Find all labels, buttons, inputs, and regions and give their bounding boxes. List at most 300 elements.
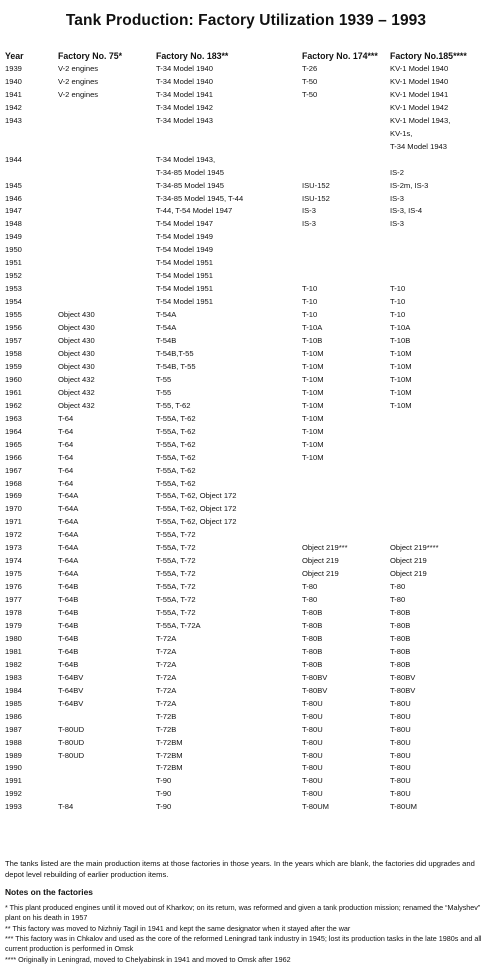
cell-factory-174: T-80B bbox=[302, 633, 323, 643]
cell-factory-75: T-64B bbox=[58, 646, 79, 656]
cell-factory-183: T-34 Model 1941 bbox=[156, 89, 213, 99]
cell-year: 1987 bbox=[5, 724, 22, 734]
cell-factory-183: T-55A, T-72 bbox=[156, 530, 196, 540]
cell-factory-75: Object 430 bbox=[58, 361, 95, 371]
cell-factory-75: V-2 engines bbox=[58, 76, 99, 86]
table-header-row bbox=[5, 50, 490, 63]
cell-year: 1951 bbox=[5, 258, 22, 268]
table-row bbox=[5, 413, 490, 426]
cell-year: 1958 bbox=[5, 348, 22, 358]
cell-factory-185: T-80U bbox=[390, 789, 411, 799]
cell-factory-75 bbox=[58, 711, 156, 724]
cell-factory-185: KV-1 Model 1940 bbox=[390, 76, 449, 86]
cell-factory-183: T-34 Model 1943, T-34-85 Model 1945 bbox=[156, 154, 224, 177]
table-row bbox=[5, 762, 490, 775]
cell-factory-183: T-54 Model 1951 bbox=[156, 297, 213, 307]
cell-factory-185 bbox=[390, 244, 490, 257]
cell-factory-174: T-10M bbox=[302, 387, 324, 397]
table-row bbox=[5, 76, 490, 89]
table-row bbox=[5, 555, 490, 568]
cell-factory-174: T-80U bbox=[302, 711, 323, 721]
cell-year: 1957 bbox=[5, 336, 22, 346]
cell-factory-185: T-80U bbox=[390, 763, 411, 773]
cell-factory-183: T-72A bbox=[156, 672, 177, 682]
cell-year: 1962 bbox=[5, 400, 22, 410]
cell-year: 1959 bbox=[5, 361, 22, 371]
cell-factory-185: Object 219**** bbox=[390, 543, 439, 553]
cell-factory-185: IS-3 bbox=[390, 193, 404, 203]
cell-factory-185 bbox=[390, 516, 490, 529]
cell-factory-185: T-80U bbox=[390, 776, 411, 786]
cell-factory-174: T-10M bbox=[302, 374, 324, 384]
cell-factory-183: T-44, T-54 Model 1947 bbox=[156, 206, 233, 216]
cell-factory-75: T-64B bbox=[58, 620, 79, 630]
cell-factory-75: V-2 engines bbox=[58, 89, 99, 99]
cell-factory-75: T-84 bbox=[58, 802, 74, 812]
cell-year: 1947 bbox=[5, 206, 22, 216]
cell-factory-174: T-10M bbox=[302, 413, 324, 423]
cell-factory-75: T-64A bbox=[58, 491, 79, 501]
cell-factory-174: T-10M bbox=[302, 439, 324, 449]
cell-factory-174: Object 219*** bbox=[302, 543, 348, 553]
cell-year: 1945 bbox=[5, 180, 22, 190]
cell-factory-185: KV-1 Model 1941 bbox=[390, 89, 449, 99]
cell-factory-183: T-55A, T-62 bbox=[156, 439, 196, 449]
cell-factory-75 bbox=[58, 102, 156, 115]
cell-factory-174 bbox=[302, 529, 390, 542]
cell-year: 1969 bbox=[5, 491, 22, 501]
cell-year: 1982 bbox=[5, 659, 22, 669]
cell-year: 1953 bbox=[5, 284, 22, 294]
cell-factory-183: T-55A, T-62 bbox=[156, 478, 196, 488]
cell-factory-174: ISU-152 bbox=[302, 180, 330, 190]
cell-factory-174 bbox=[302, 465, 390, 478]
cell-factory-183: T-72A bbox=[156, 698, 177, 708]
table-row bbox=[5, 387, 490, 400]
table-row bbox=[5, 685, 490, 698]
cell-year: 1956 bbox=[5, 323, 22, 333]
cell-factory-183: T-55A, T-72 bbox=[156, 608, 196, 618]
table-row bbox=[5, 750, 490, 763]
cell-year: 1972 bbox=[5, 530, 22, 540]
cell-factory-174: T-80 bbox=[302, 582, 318, 592]
cell-factory-185: KV-1 Model 1940 bbox=[390, 64, 449, 73]
cell-factory-174: T-10 bbox=[302, 297, 318, 307]
table-row bbox=[5, 296, 490, 309]
cell-factory-183: T-34-85 Model 1945 bbox=[156, 180, 224, 190]
cell-factory-183: T-55A, T-72A bbox=[156, 620, 201, 630]
table-row bbox=[5, 724, 490, 737]
cell-factory-75: T-64B bbox=[58, 582, 79, 592]
cell-factory-174 bbox=[302, 490, 390, 503]
cell-factory-185: T-10M bbox=[390, 361, 412, 371]
cell-factory-174: ISU-152 bbox=[302, 193, 330, 203]
notes-section bbox=[5, 903, 490, 965]
table-row bbox=[5, 478, 490, 491]
cell-factory-174: T-10 bbox=[302, 284, 318, 294]
cell-factory-75 bbox=[58, 762, 156, 775]
cell-factory-75: Object 430 bbox=[58, 348, 95, 358]
table-row bbox=[5, 607, 490, 620]
cell-factory-75: T-64 bbox=[58, 478, 74, 488]
table-row bbox=[5, 257, 490, 270]
cell-factory-183: T-54 Model 1951 bbox=[156, 258, 213, 268]
cell-year: 1941 bbox=[5, 89, 22, 99]
cell-year: 1990 bbox=[5, 763, 22, 773]
cell-factory-174: T-80U bbox=[302, 698, 323, 708]
table-row bbox=[5, 361, 490, 374]
cell-year: 1952 bbox=[5, 271, 22, 281]
note-factory-183: ** This factory was moved to Nizhniy Tagil in 1941 and kept the same designator when it stayed after the war bbox=[5, 923, 351, 933]
cell-factory-185: T-80BV bbox=[390, 685, 416, 695]
cell-factory-75: T-64 bbox=[58, 452, 74, 462]
cell-factory-75 bbox=[58, 180, 156, 193]
cell-year: 1970 bbox=[5, 504, 22, 514]
cell-factory-174: T-10M bbox=[302, 400, 324, 410]
cell-factory-185: T-80BV bbox=[390, 672, 416, 682]
cell-year: 1949 bbox=[5, 232, 22, 242]
cell-factory-183: T-55A, T-62 bbox=[156, 426, 196, 436]
cell-year: 1980 bbox=[5, 633, 22, 643]
table-row bbox=[5, 244, 490, 257]
cell-factory-75: T-64A bbox=[58, 569, 79, 579]
cell-factory-183: T-55A, T-72 bbox=[156, 582, 196, 592]
table-row bbox=[5, 659, 490, 672]
cell-year: 1966 bbox=[5, 452, 22, 462]
column-header-factory-75: Factory No. 75* bbox=[58, 51, 123, 61]
cell-factory-183: T-55A, T-62, Object 172 bbox=[156, 517, 237, 527]
cell-factory-185: T-10M bbox=[390, 400, 412, 410]
cell-factory-75 bbox=[58, 283, 156, 296]
cell-factory-174: T-80UM bbox=[302, 802, 330, 812]
table-row bbox=[5, 374, 490, 387]
cell-factory-183: T-54 Model 1949 bbox=[156, 232, 213, 242]
table-row bbox=[5, 348, 490, 361]
cell-factory-75: T-64A bbox=[58, 530, 79, 540]
cell-factory-185 bbox=[390, 231, 490, 244]
cell-year: 1978 bbox=[5, 608, 22, 618]
cell-factory-185: T-80 bbox=[390, 582, 406, 592]
table-row bbox=[5, 322, 490, 335]
cell-factory-174 bbox=[302, 115, 390, 154]
cell-factory-185 bbox=[390, 439, 490, 452]
cell-factory-75 bbox=[58, 775, 156, 788]
cell-factory-75 bbox=[58, 788, 156, 801]
cell-year: 1963 bbox=[5, 413, 22, 423]
cell-year: 1960 bbox=[5, 374, 22, 384]
cell-factory-75 bbox=[58, 115, 156, 154]
table-row bbox=[5, 529, 490, 542]
cell-factory-75: T-80UD bbox=[58, 724, 85, 734]
cell-factory-174: T-26 bbox=[302, 64, 318, 73]
cell-factory-185: T-10B bbox=[390, 336, 411, 346]
cell-factory-75: T-64 bbox=[58, 413, 74, 423]
cell-factory-185: T-10 bbox=[390, 310, 406, 320]
cell-year: 1961 bbox=[5, 387, 22, 397]
table-row bbox=[5, 309, 490, 322]
table-row bbox=[5, 620, 490, 633]
cell-factory-183: T-55A, T-62 bbox=[156, 452, 196, 462]
cell-factory-183: T-54 Model 1951 bbox=[156, 271, 213, 281]
cell-factory-75: T-80UD bbox=[58, 737, 85, 747]
cell-year: 1943 bbox=[5, 115, 22, 125]
cell-factory-183: T-72BM bbox=[156, 737, 183, 747]
cell-year: 1971 bbox=[5, 517, 22, 527]
cell-factory-185: T-80B bbox=[390, 620, 411, 630]
cell-factory-174 bbox=[302, 503, 390, 516]
cell-factory-185 bbox=[390, 426, 490, 439]
table-row bbox=[5, 154, 490, 180]
cell-factory-185: T-10A bbox=[390, 323, 411, 333]
table-row bbox=[5, 737, 490, 750]
cell-year: 1985 bbox=[5, 698, 22, 708]
cell-factory-75: T-64A bbox=[58, 543, 79, 553]
cell-factory-183: T-90 bbox=[156, 802, 172, 812]
cell-factory-75: T-64B bbox=[58, 633, 79, 643]
cell-factory-174: T-80BV bbox=[302, 685, 328, 695]
cell-factory-185: KV-1 Model 1943, KV-1s, T-34 Model 1943 bbox=[390, 115, 451, 151]
cell-year: 1942 bbox=[5, 102, 22, 112]
cell-factory-75 bbox=[58, 205, 156, 218]
cell-factory-185: IS-3, IS-4 bbox=[390, 206, 423, 216]
cell-factory-185: Object 219 bbox=[390, 569, 427, 579]
cell-factory-183: T-55, T-62 bbox=[156, 400, 191, 410]
cell-factory-174 bbox=[302, 154, 390, 180]
table-row bbox=[5, 646, 490, 659]
cell-factory-75: T-64BV bbox=[58, 672, 84, 682]
cell-factory-183: T-55A, T-62, Object 172 bbox=[156, 504, 237, 514]
cell-factory-75 bbox=[58, 244, 156, 257]
cell-factory-75: T-64B bbox=[58, 659, 79, 669]
cell-factory-185: T-10 bbox=[390, 284, 406, 294]
cell-factory-183: T-54B bbox=[156, 336, 177, 346]
cell-factory-75 bbox=[58, 257, 156, 270]
column-header-factory-183: Factory No. 183** bbox=[156, 51, 229, 61]
cell-factory-185 bbox=[390, 257, 490, 270]
cell-factory-185: IS-2m, IS-3 bbox=[390, 180, 429, 190]
table-row bbox=[5, 89, 490, 102]
cell-factory-183: T-72B bbox=[156, 724, 177, 734]
cell-factory-75: V-2 engines bbox=[58, 64, 99, 73]
cell-factory-185: T-80U bbox=[390, 698, 411, 708]
cell-year: 1979 bbox=[5, 620, 22, 630]
cell-factory-174: IS-3 bbox=[302, 219, 316, 229]
table-row bbox=[5, 63, 490, 76]
cell-factory-75: T-64A bbox=[58, 517, 79, 527]
cell-factory-185: T-10 bbox=[390, 297, 406, 307]
notes-heading: Notes on the factories bbox=[5, 887, 93, 897]
cell-factory-75: Object 432 bbox=[58, 374, 95, 384]
cell-factory-185: T-80B bbox=[390, 633, 411, 643]
cell-factory-75: Object 430 bbox=[58, 336, 95, 346]
cell-factory-183: T-34 Model 1943 bbox=[156, 115, 213, 125]
cell-factory-183: T-72A bbox=[156, 685, 177, 695]
table-row bbox=[5, 218, 490, 231]
cell-factory-174: T-10M bbox=[302, 452, 324, 462]
cell-factory-174 bbox=[302, 516, 390, 529]
cell-factory-183: T-34-85 Model 1945, T-44 bbox=[156, 193, 244, 203]
production-table bbox=[5, 50, 490, 814]
table-row bbox=[5, 633, 490, 646]
cell-factory-174: T-10M bbox=[302, 361, 324, 371]
table-row bbox=[5, 102, 490, 115]
cell-year: 1983 bbox=[5, 672, 22, 682]
cell-factory-185 bbox=[390, 478, 490, 491]
table-row bbox=[5, 439, 490, 452]
cell-factory-75 bbox=[58, 231, 156, 244]
cell-factory-183: T-72BM bbox=[156, 763, 183, 773]
cell-factory-183: T-72A bbox=[156, 646, 177, 656]
cell-factory-75: T-64 bbox=[58, 426, 74, 436]
cell-factory-174: T-10B bbox=[302, 336, 323, 346]
cell-factory-75: T-64BV bbox=[58, 685, 84, 695]
cell-factory-185 bbox=[390, 270, 490, 283]
cell-factory-185: T-80B bbox=[390, 659, 411, 669]
cell-factory-174: T-80B bbox=[302, 608, 323, 618]
cell-year: 1948 bbox=[5, 219, 22, 229]
cell-factory-185: KV-1 Model 1942 bbox=[390, 102, 449, 112]
cell-factory-185: IS-3 bbox=[390, 219, 404, 229]
cell-factory-183: T-90 bbox=[156, 789, 172, 799]
cell-year: 1992 bbox=[5, 789, 22, 799]
cell-factory-75: T-64B bbox=[58, 608, 79, 618]
table-row bbox=[5, 581, 490, 594]
cell-factory-174: T-80U bbox=[302, 750, 323, 760]
cell-factory-185 bbox=[390, 503, 490, 516]
cell-factory-183: T-72A bbox=[156, 633, 177, 643]
table-row bbox=[5, 180, 490, 193]
cell-factory-185 bbox=[390, 465, 490, 478]
cell-year: 1993 bbox=[5, 802, 22, 812]
cell-factory-174: T-10 bbox=[302, 310, 318, 320]
table-row bbox=[5, 788, 490, 801]
cell-factory-183: T-54A bbox=[156, 310, 177, 320]
cell-factory-185: T-80 bbox=[390, 595, 406, 605]
cell-factory-183: T-54 Model 1947 bbox=[156, 219, 213, 229]
column-header-factory-185: Factory No.185**** bbox=[390, 51, 467, 61]
cell-factory-174: T-80BV bbox=[302, 672, 328, 682]
table-row bbox=[5, 594, 490, 607]
page-title: Tank Production: Factory Utilization 1939 – 1993 bbox=[65, 12, 427, 29]
table-row bbox=[5, 335, 490, 348]
cell-factory-75: Object 432 bbox=[58, 387, 95, 397]
cell-factory-183: T-54B, T-55 bbox=[156, 361, 196, 371]
cell-factory-174: T-50 bbox=[302, 76, 318, 86]
cell-year: 1986 bbox=[5, 711, 22, 721]
note-factory-75: * This plant produced engines until it moved out of Kharkov; on its return, was reformed and given a tank production mission; renamed the “Malyshev” plant on his death in 1957 bbox=[5, 903, 481, 922]
cell-factory-183: T-34 Model 1940 bbox=[156, 64, 213, 73]
table-row bbox=[5, 115, 490, 154]
cell-factory-174: T-80B bbox=[302, 646, 323, 656]
cell-factory-75: T-64 bbox=[58, 439, 74, 449]
cell-factory-174 bbox=[302, 102, 390, 115]
cell-factory-183: T-55A, T-62 bbox=[156, 413, 196, 423]
table-row bbox=[5, 193, 490, 206]
cell-factory-185: Object 219 bbox=[390, 556, 427, 566]
cell-factory-183: T-54 Model 1951 bbox=[156, 284, 213, 294]
cell-factory-75 bbox=[58, 218, 156, 231]
table-row bbox=[5, 775, 490, 788]
cell-factory-183: T-34 Model 1940 bbox=[156, 76, 213, 86]
cell-factory-183: T-55A, T-62 bbox=[156, 465, 196, 475]
cell-factory-174 bbox=[302, 270, 390, 283]
cell-factory-183: T-34 Model 1942 bbox=[156, 102, 213, 112]
cell-factory-174: T-10M bbox=[302, 426, 324, 436]
cell-year: 1975 bbox=[5, 569, 22, 579]
cell-factory-183: T-55A, T-72 bbox=[156, 556, 196, 566]
cell-factory-174: T-80U bbox=[302, 776, 323, 786]
cell-year: 1946 bbox=[5, 193, 22, 203]
cell-factory-183: T-55A, T-72 bbox=[156, 543, 196, 553]
cell-factory-174 bbox=[302, 231, 390, 244]
cell-factory-174 bbox=[302, 257, 390, 270]
table-body bbox=[5, 63, 490, 814]
cell-factory-174 bbox=[302, 244, 390, 257]
cell-factory-183: T-55A, T-62, Object 172 bbox=[156, 491, 237, 501]
cell-factory-75: T-64BV bbox=[58, 698, 84, 708]
cell-year: 1991 bbox=[5, 776, 22, 786]
cell-factory-75: Object 430 bbox=[58, 310, 95, 320]
cell-factory-183: T-72A bbox=[156, 659, 177, 669]
cell-year: 1967 bbox=[5, 465, 22, 475]
cell-factory-174: T-10A bbox=[302, 323, 323, 333]
cell-factory-185: T-80U bbox=[390, 737, 411, 747]
cell-factory-75 bbox=[58, 270, 156, 283]
cell-factory-183: T-72BM bbox=[156, 750, 183, 760]
table-row bbox=[5, 542, 490, 555]
cell-factory-174 bbox=[302, 478, 390, 491]
cell-year: 1944 bbox=[5, 154, 22, 164]
cell-factory-185: T-10M bbox=[390, 348, 412, 358]
cell-factory-183: T-54B,T-55 bbox=[156, 348, 194, 358]
table-row bbox=[5, 568, 490, 581]
note-factory-174: *** This factory was in Chkalov and used as the core of the reformed Leningrad tank industry in 1945; lost its production tasks in the late 1980s and all current production is performed in Omsk bbox=[5, 934, 482, 953]
cell-year: 1954 bbox=[5, 297, 22, 307]
table-row bbox=[5, 270, 490, 283]
cell-factory-174: T-80 bbox=[302, 595, 318, 605]
table-row bbox=[5, 801, 490, 814]
cell-factory-185: T-80B bbox=[390, 646, 411, 656]
table-row bbox=[5, 516, 490, 529]
cell-factory-75: T-80UD bbox=[58, 750, 85, 760]
cell-factory-174: T-80B bbox=[302, 620, 323, 630]
table-row bbox=[5, 426, 490, 439]
cell-factory-75 bbox=[58, 193, 156, 206]
cell-factory-75 bbox=[58, 154, 156, 180]
cell-factory-174: Object 219 bbox=[302, 569, 339, 579]
cell-factory-75: T-64A bbox=[58, 504, 79, 514]
cell-factory-183: T-55 bbox=[156, 387, 172, 397]
cell-factory-75 bbox=[58, 296, 156, 309]
cell-factory-185: T-80B bbox=[390, 608, 411, 618]
explanation-text: The tanks listed are the main production items at those factories in those years. In the years which are blank, the factories did upgrades and depot level rebuilding of earlier production items. bbox=[5, 859, 475, 879]
cell-year: 1940 bbox=[5, 76, 22, 86]
table-row bbox=[5, 503, 490, 516]
cell-factory-174: IS-3 bbox=[302, 206, 316, 216]
table-row bbox=[5, 231, 490, 244]
cell-factory-185: IS-2 bbox=[390, 167, 404, 177]
cell-factory-75: Object 432 bbox=[58, 400, 95, 410]
table-row bbox=[5, 465, 490, 478]
cell-factory-174: Object 219 bbox=[302, 556, 339, 566]
cell-year: 1981 bbox=[5, 646, 22, 656]
cell-year: 1988 bbox=[5, 737, 22, 747]
cell-factory-185: T-80U bbox=[390, 724, 411, 734]
cell-factory-185 bbox=[390, 413, 490, 426]
cell-factory-185: T-80U bbox=[390, 750, 411, 760]
cell-year: 1955 bbox=[5, 310, 22, 320]
cell-factory-174: T-80U bbox=[302, 724, 323, 734]
